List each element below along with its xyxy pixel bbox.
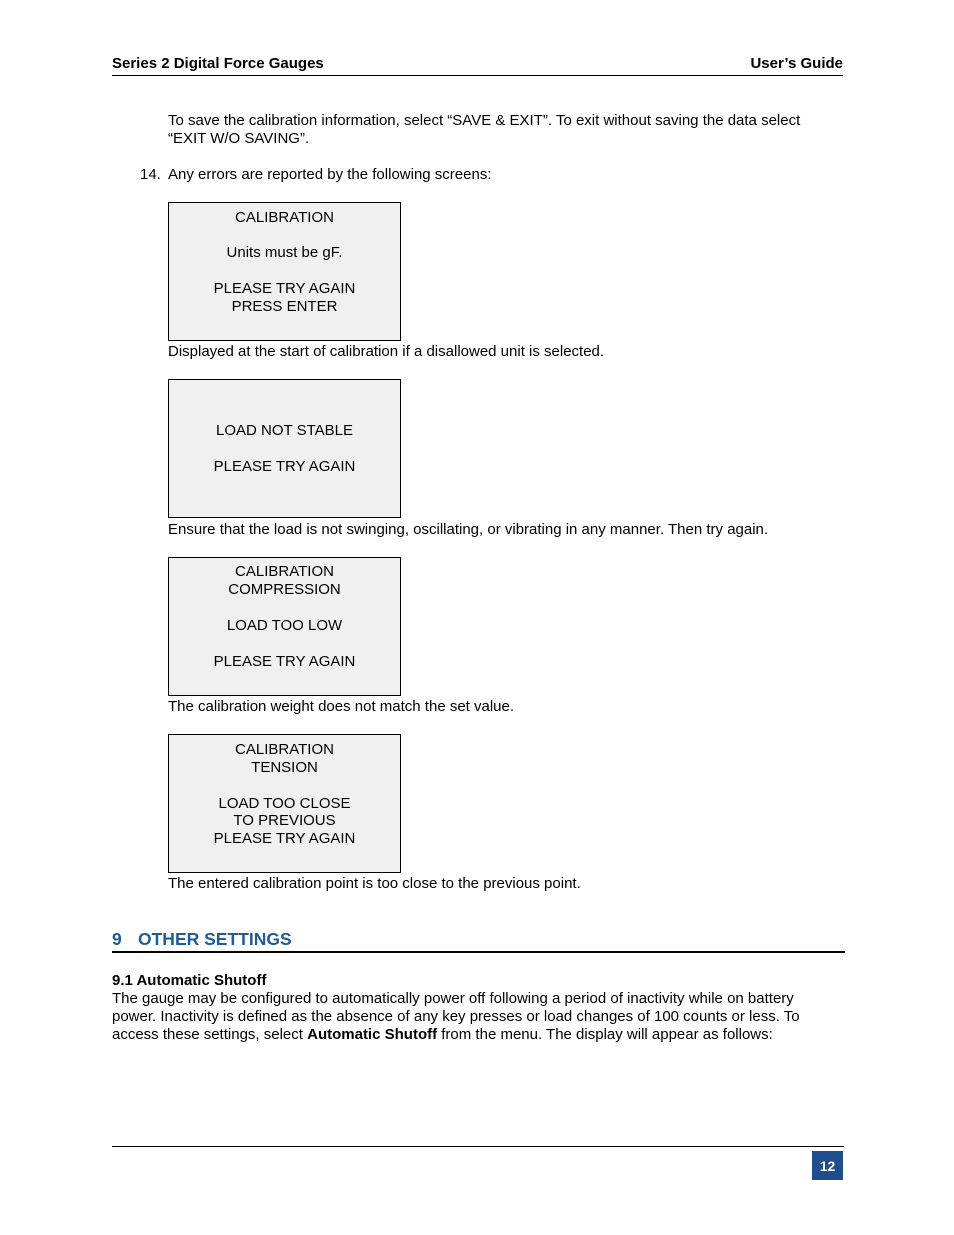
menu-item-reference: Automatic Shutoff [307,1026,438,1043]
screen-line: LOAD TOO LOW [226,617,343,634]
screen-line: PLEASE TRY AGAIN [213,830,356,847]
section-heading [112,929,292,950]
screen-line: LOAD NOT STABLE [216,422,353,439]
screen-line: PLEASE TRY AGAIN [213,653,356,670]
intro-line-1: To save the calibration information, select “SAVE & EXIT”. To exit without saving the data select [168,112,801,129]
screen-caption: Ensure that the load is not swinging, oscillating, or vibrating in any manner. Then try again. [168,521,769,538]
page-number: 12 [812,1151,843,1180]
section-number: 9 [112,929,122,949]
screen-line: LOAD TOO CLOSE [218,795,351,812]
header-divider [112,75,843,76]
screen-caption: Displayed at the start of calibration if a disallowed unit is selected. [168,343,605,360]
screen-line: Units must be gF. [226,244,343,261]
screen-line: TENSION [251,759,318,776]
error-screen-load-not-stable [168,379,401,518]
error-screen-units [168,202,401,341]
screen-line: COMPRESSION [228,581,341,598]
intro-line-2: “EXIT W/O SAVING”. [168,130,310,147]
step-text: Any errors are reported by the following screens: [168,166,492,183]
subsection-paragraph [112,990,845,1044]
screen-line: PLEASE TRY AGAIN [213,280,356,297]
screen-caption: The calibration weight does not match the set value. [168,698,515,715]
screen-line: PLEASE TRY AGAIN [213,458,356,475]
screen-line: TO PREVIOUS [233,812,336,829]
section-title: OTHER SETTINGS [138,929,292,949]
paragraph-text: from the menu. The display will appear as follows: [437,1026,773,1043]
section-divider [112,951,845,953]
step-number: 14. [140,166,161,183]
subsection-heading: 9.1 Automatic Shutoff [112,972,267,989]
header-title: Series 2 Digital Force Gauges [112,55,324,72]
screen-caption: The entered calibration point is too close to the previous point. [168,875,581,892]
error-screen-load-too-close [168,734,401,873]
header-guide-label: User’s Guide [750,55,843,72]
screen-line: CALIBRATION [235,741,334,758]
paragraph-line: The gauge may be configured to automatically power off following a period of inactivity while on battery [112,990,794,1007]
error-screen-load-too-low [168,557,401,696]
paragraph-line: power. Inactivity is defined as the absence of any key presses or load changes of 100 counts or less. To [112,1008,800,1025]
footer-divider [112,1146,844,1147]
screen-line: CALIBRATION [235,563,334,580]
paragraph-line [112,1026,845,1044]
screen-line: PRESS ENTER [231,298,338,315]
paragraph-text: access these settings, select [112,1026,308,1043]
screen-line: CALIBRATION [235,209,334,226]
